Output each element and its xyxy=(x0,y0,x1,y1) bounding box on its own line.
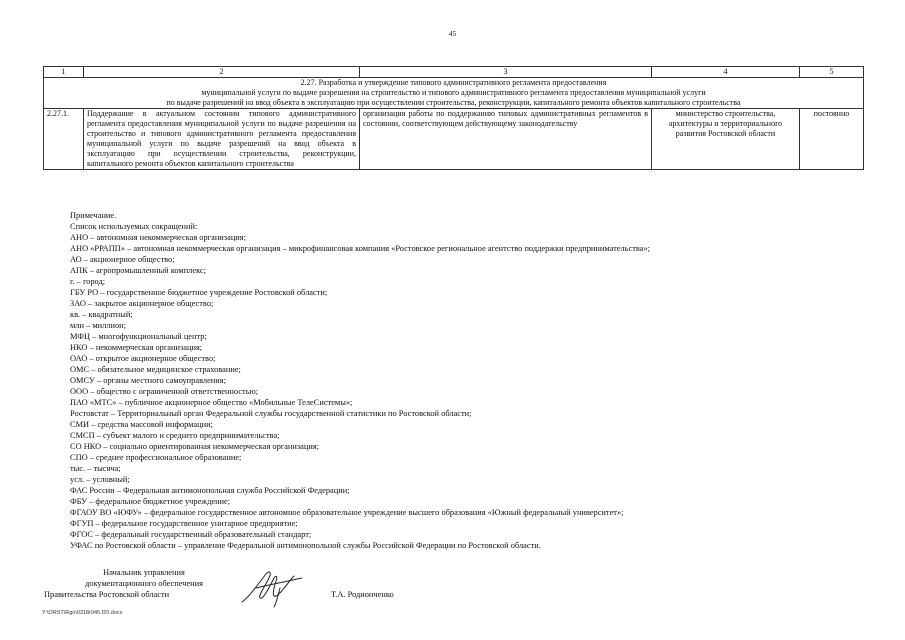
abbreviation-item: ФГАОУ ВО «ЮФУ» – федеральное государственное автономное образовательное учреждение высшего образования «Южный федеральный университет»; xyxy=(70,508,624,517)
signer-name: Т.А. Родионченко xyxy=(331,590,394,599)
handwritten-signature xyxy=(236,566,308,608)
abbreviation-item: Ростовстат – Территориальный орган Федеральной службы государственной статистики по Ростовской области; xyxy=(70,409,472,418)
abbreviation-item: ФГУП – федеральное государственное унитарное предприятие; xyxy=(70,519,298,528)
abbreviation-item: ПАО «МТС» – публичное акционерное общество «Мобильные ТелеСистемы»; xyxy=(70,398,353,407)
abbreviations-note xyxy=(70,210,850,551)
abbreviation-item: ООО – общество с ограниченной ответственностью; xyxy=(70,387,259,396)
abbreviation-item: усл. – условный; xyxy=(70,475,130,484)
section-line: по выдаче разрешений на ввод объекта в эксплуатацию при осуществлении строительства, реконструкции, капитального ремонта объектов капитального строительства xyxy=(166,98,741,107)
abbreviation-list xyxy=(70,232,850,551)
page-number: 45 xyxy=(448,29,457,38)
row-responsible: министерство строительства, архитектуры и территориального развития Ростовской области xyxy=(652,109,800,170)
abbreviation-item: ОМС – обязательное медицинское страхование; xyxy=(70,365,241,374)
abbreviation-item: СПО – среднее профессиональное образование; xyxy=(70,453,242,462)
abbreviation-item: ОАО – открытое акционерное общество; xyxy=(70,354,216,363)
abbreviation-item: АПК – агропромышленный комплекс; xyxy=(70,266,206,275)
position-line: Правительства Ростовской области xyxy=(44,590,170,599)
abbreviation-item: ФГОС – федеральный государственный образовательный стандарт; xyxy=(70,530,312,539)
plan-table xyxy=(43,66,864,170)
position-line: документационного обеспечения xyxy=(85,579,203,588)
abbreviation-item: АО – акционерное общество; xyxy=(70,255,175,264)
file-path: Y:\ORST\Rgo\0318r045.f20.docx xyxy=(42,610,123,616)
abbreviation-item: ФБУ – федеральное бюджетное учреждение; xyxy=(70,497,231,506)
abbreviation-item: СМИ – средства массовой информации; xyxy=(70,420,213,429)
row-number: 2.27.1. xyxy=(44,109,84,170)
section-line: муниципальной услуги по выдаче разрешения на строительство и типового административного регламента предоставления муниципальной услуги xyxy=(201,88,706,97)
abbreviation-item: г. – город; xyxy=(70,277,106,286)
abbreviation-item: УФАС по Ростовской области – управление Федеральной антимонопольной службы Российской Федерации по Ростовской области. xyxy=(70,541,541,550)
abbreviation-item: тыс. – тысяча; xyxy=(70,464,121,473)
abbreviation-item: МФЦ – многофункциональный центр; xyxy=(70,332,207,341)
row-activity: Поддержание в актуальном состоянии типового административного регламента предоставления муниципальной услуги по выдаче разрешения на строительство и типового административного регламента предоставления муниципальной услуги по выдаче разрешений на ввод объекта в эксплуатацию при осуществлении строительства, реконструкции, капитального ремонта объектов капитального строительства xyxy=(84,109,360,170)
section-header-row xyxy=(44,78,864,109)
row-deadline: постоянно xyxy=(800,109,864,170)
abbreviation-item: АНО – автономная некоммерческая организация; xyxy=(70,233,246,242)
table-header-row xyxy=(44,67,864,78)
abbreviation-item: ФАС России – Федеральная антимонопольная служба Российской Федерации; xyxy=(70,486,350,495)
signature-position xyxy=(44,567,244,600)
section-title xyxy=(44,78,864,109)
note-subtitle: Список используемых сокращений: xyxy=(70,222,198,231)
abbreviation-item: кв. – квадратный; xyxy=(70,310,133,319)
column-header: 3 xyxy=(360,67,652,78)
column-header: 1 xyxy=(44,67,84,78)
section-line: 2.27. Разработка и утверждение типового административного регламента предоставления xyxy=(300,78,607,87)
row-result: организация работы по поддержанию типовых административных регламентов в состоянии, соответствующем действующему законодательству xyxy=(360,109,652,170)
table-row xyxy=(44,109,864,170)
column-header: 4 xyxy=(652,67,800,78)
abbreviation-item: НКО – некоммерческая организация; xyxy=(70,343,203,352)
abbreviation-item: АНО «РРАПП» – автономная некоммерческая организация – микрофинансовая компания «Ростовское региональное агентство поддержки предпринимательства»; xyxy=(70,244,650,253)
column-header: 5 xyxy=(800,67,864,78)
column-header: 2 xyxy=(84,67,360,78)
note-title: Примечание. xyxy=(70,211,117,220)
abbreviation-item: СМСП – субъект малого и среднего предпринимательства; xyxy=(70,431,280,440)
abbreviation-item: ГБУ РО – государственное бюджетное учреждение Ростовской области; xyxy=(70,288,328,297)
abbreviation-item: млн – миллион; xyxy=(70,321,126,330)
abbreviation-item: ЗАО – закрытое акционерное общество; xyxy=(70,299,214,308)
abbreviation-item: СО НКО – социально ориентированная некоммерческая организация; xyxy=(70,442,320,451)
position-line: Начальник управления xyxy=(103,568,185,577)
abbreviation-item: ОМСУ – органы местного самоуправления; xyxy=(70,376,226,385)
